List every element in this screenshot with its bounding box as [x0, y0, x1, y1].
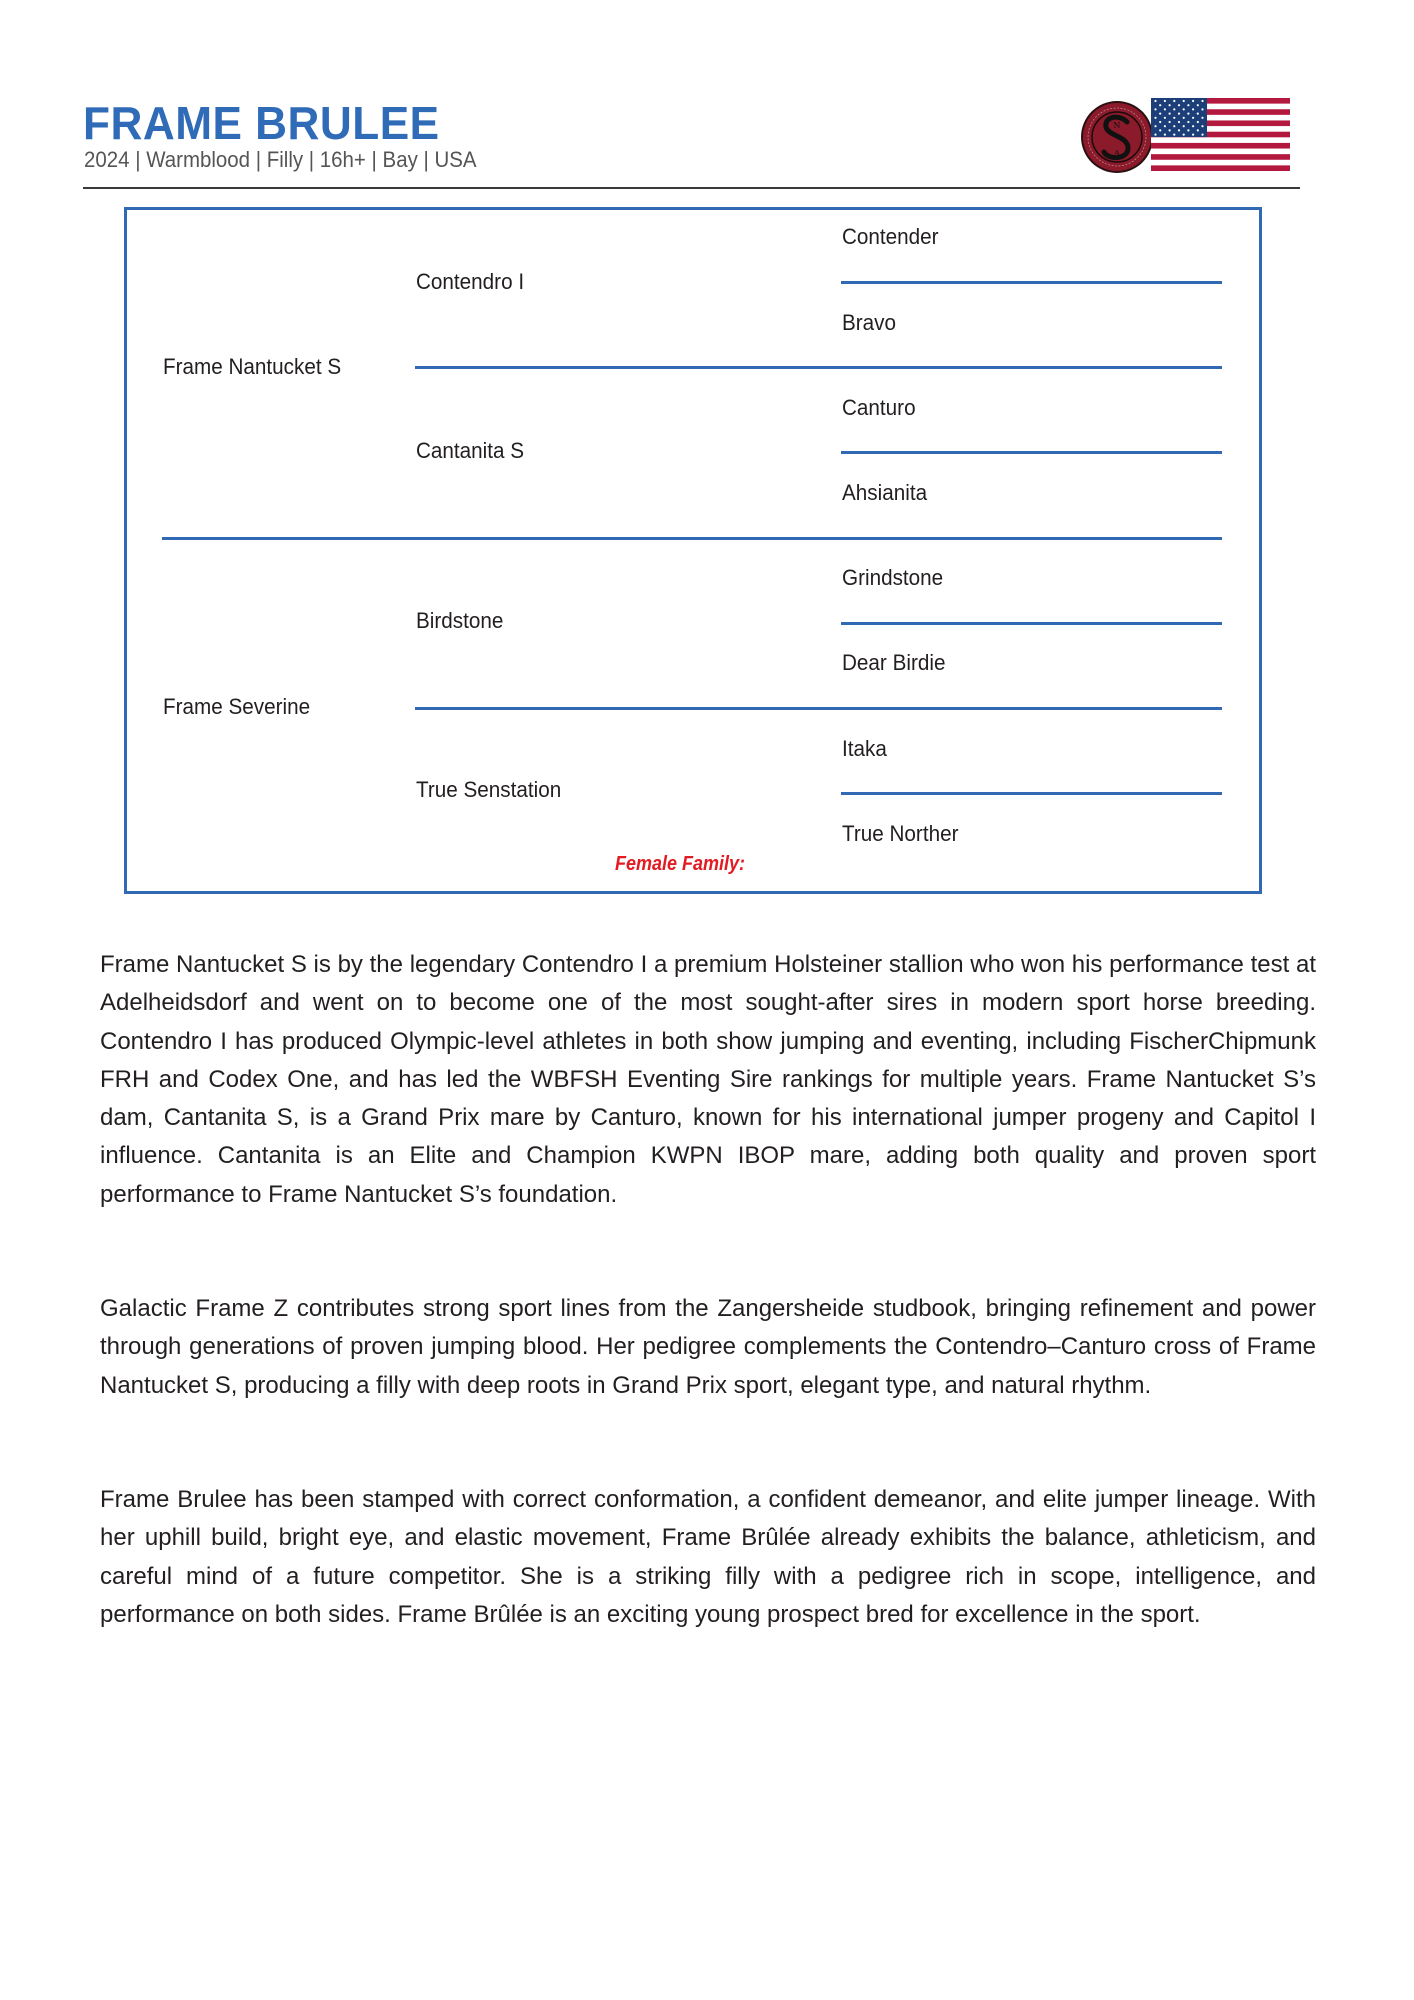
flag-star: [1154, 134, 1156, 136]
pedigree-divider-g3-4: [841, 792, 1222, 795]
flag-star: [1178, 113, 1180, 115]
usa-flag-icon: [1151, 98, 1290, 171]
pedigree-sd-dam: Ahsianita: [842, 480, 928, 505]
flag-star: [1201, 108, 1203, 110]
flag-star: [1159, 121, 1161, 123]
flag-star: [1173, 125, 1175, 127]
flag-star: [1197, 121, 1199, 123]
flag-star: [1197, 113, 1199, 115]
pedigree-divider-sire-side: [415, 366, 1222, 369]
pedigree-ss-sire: Contender: [842, 224, 939, 249]
flag-star: [1154, 108, 1156, 110]
flag-star: [1183, 108, 1185, 110]
flag-star: [1201, 117, 1203, 119]
flag-star: [1178, 129, 1180, 131]
pedigree-divider-main: [162, 537, 1222, 540]
pedigree-dam-dam: True Senstation: [416, 777, 562, 802]
pedigree-divider-g3-2: [841, 451, 1222, 454]
pedigree-sire-sire: Contendro I: [416, 269, 525, 294]
svg-text:N: N: [1113, 121, 1121, 130]
pedigree-ds-sire: Grindstone: [842, 565, 944, 590]
flag-star: [1192, 134, 1194, 136]
flag-star: [1154, 125, 1156, 127]
pedigree-dd-dam: True Norther: [842, 821, 959, 846]
flag-star: [1164, 100, 1166, 102]
page-title: FRAME BRULEE: [83, 97, 440, 149]
flag-star: [1173, 100, 1175, 102]
flag-star: [1173, 134, 1175, 136]
pedigree-dd-sire: Itaka: [842, 736, 887, 761]
flag-star: [1183, 134, 1185, 136]
flag-star: [1173, 108, 1175, 110]
flag-star: [1183, 117, 1185, 119]
header-divider: [83, 187, 1300, 189]
flag-star: [1173, 117, 1175, 119]
description-paragraph: Galactic Frame Z contributes strong sport lines from the Zangersheide studbook, bringing refinement and power through generations of proven jumping blood. Her pedigree complements the Contendro–Canturo cross of Frame Nantucket S, producing a filly with deep roots in Grand Prix sport, elegant type, and natural rhythm.: [100, 1295, 1316, 1399]
pedigree-sd-sire: Canturo: [842, 395, 916, 420]
description-paragraph: Frame Brulee has been stamped with correct conformation, a confident demeanor, and elite jumper lineage. With her uphill build, bright eye, and elastic movement, Frame Brûlée already exhibits the balance, athleticism, and careful mind of a future competitor. She is a striking filly with a pedigree rich in scope, intelligence, and performance on both sides. Frame Brûlée is an exciting young prospect bred for excellence in the sport.: [100, 1486, 1316, 1628]
female-family-label: Female Family:: [615, 853, 746, 875]
horse-summary: 2024 | Warmblood | Filly | 16h+ | Bay | USA: [84, 147, 477, 172]
flag-star: [1197, 104, 1199, 106]
flag-stripe: [1151, 165, 1290, 171]
flag-star: [1164, 108, 1166, 110]
svg-text:A: A: [1114, 149, 1120, 158]
flag-star: [1197, 129, 1199, 131]
flag-star: [1169, 129, 1171, 131]
pedigree-divider-dam-side: [415, 707, 1222, 710]
flag-star: [1164, 134, 1166, 136]
flag-star: [1187, 121, 1189, 123]
flag-star: [1183, 100, 1185, 102]
flag-star: [1159, 104, 1161, 106]
flag-star: [1159, 129, 1161, 131]
description-paragraph: Frame Nantucket S is by the legendary Contendro I a premium Holsteiner stallion who won his performance test at Adelheidsdorf and went on to become one of the most sought-after sires in modern sport horse breeding. Contendro I has produced Olympic-level athletes in both show jumping and eventing, including FischerChipmunk FRH and Codex One, and has led the WBFSH Eventing Sire rankings for multiple years. Frame Nantucket S’s dam, Cantanita S, is a Grand Prix mare by Canturo, known for his international jumper progeny and Capitol I influence. Cantanita is an Elite and Champion KWPN IBOP mare, adding both quality and proven sport performance to Frame Nantucket S’s foundation.: [100, 951, 1316, 1208]
flag-star: [1183, 125, 1185, 127]
flag-star: [1192, 108, 1194, 110]
pedigree-divider-g3-3: [841, 622, 1222, 625]
flag-star: [1201, 100, 1203, 102]
flag-stripe: [1151, 154, 1290, 160]
flag-star: [1164, 117, 1166, 119]
pedigree-sire-dam: Cantanita S: [416, 438, 525, 463]
pedigree-ds-dam: Dear Birdie: [842, 650, 946, 675]
pedigree-chart: [124, 207, 1262, 894]
flag-star: [1159, 113, 1161, 115]
pedigree-dam-sire: Birdstone: [416, 608, 504, 633]
flag-star: [1169, 113, 1171, 115]
flag-star: [1178, 104, 1180, 106]
flag-star: [1192, 117, 1194, 119]
pedigree-divider-g3-1: [841, 281, 1222, 284]
flag-star: [1201, 125, 1203, 127]
flag-star: [1178, 121, 1180, 123]
flag-star: [1201, 134, 1203, 136]
flag-stripe: [1151, 143, 1290, 149]
flag-star: [1169, 104, 1171, 106]
flag-star: [1187, 113, 1189, 115]
sna-seal-logo-icon: [1080, 100, 1154, 174]
flag-star: [1192, 100, 1194, 102]
flag-star: [1154, 100, 1156, 102]
flag-star: [1154, 117, 1156, 119]
flag-star: [1169, 121, 1171, 123]
flag-star: [1187, 129, 1189, 131]
pedigree-dam: Frame Severine: [163, 694, 311, 719]
pedigree-ss-dam: Bravo: [842, 310, 897, 335]
flag-star: [1187, 104, 1189, 106]
flag-star: [1192, 125, 1194, 127]
pedigree-sire: Frame Nantucket S: [163, 354, 342, 379]
flag-star: [1164, 125, 1166, 127]
